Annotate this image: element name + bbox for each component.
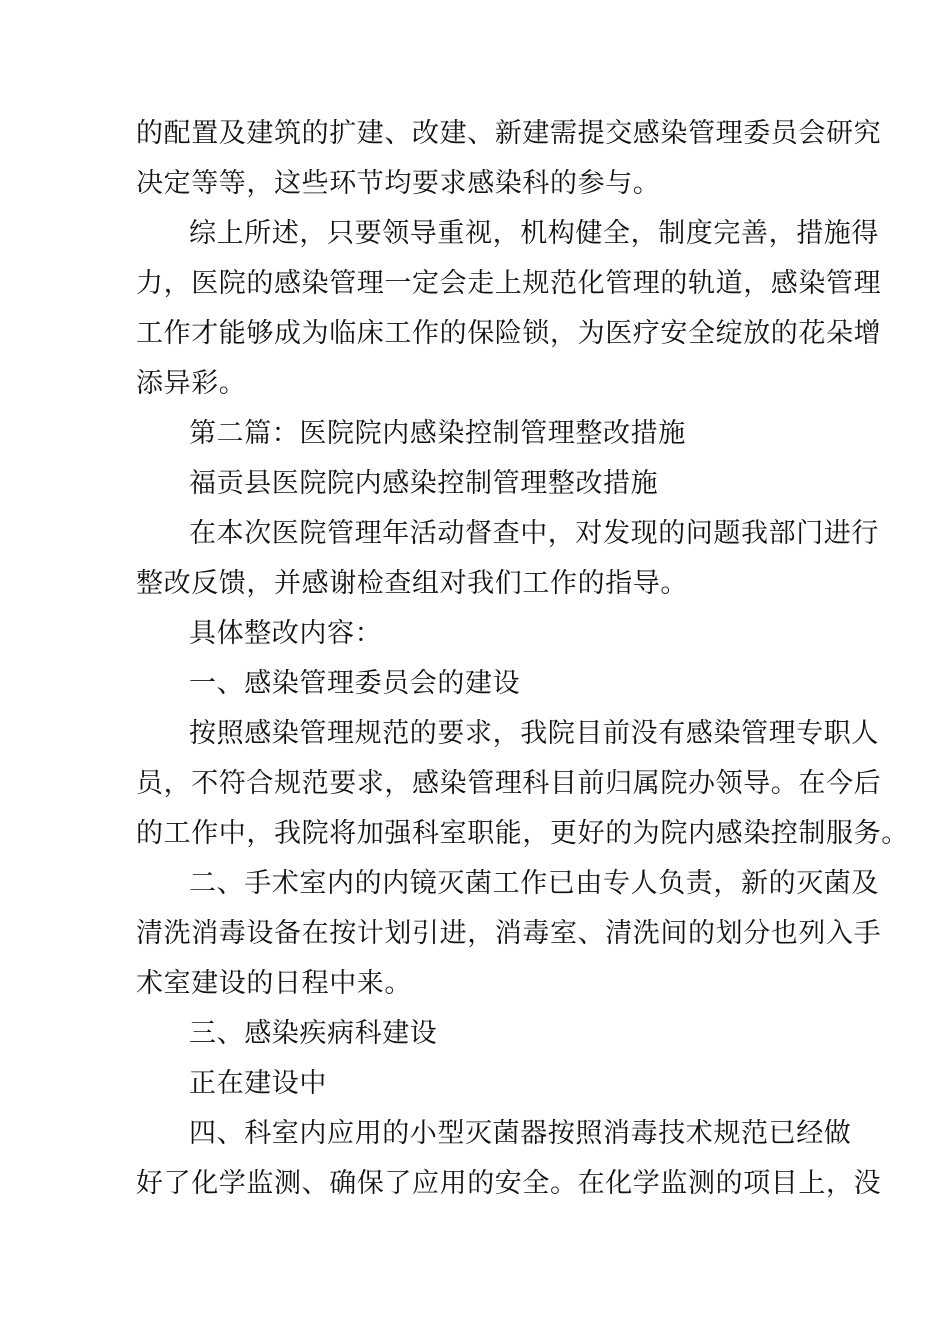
text-line: 在本次医院管理年活动督查中，对发现的问题我部门进行 [189,518,879,549]
text-line: 术室建设的日程中来。 [136,968,412,999]
text-line: 工作才能够成为临床工作的保险锁，为医疗安全绽放的花朵增 [136,318,882,349]
text-line: 综上所述，只要领导重视，机构健全，制度完善，措施得 [189,218,879,249]
list-item: 二、手术室内的内镜灭菌工作已由专人负责，新的灭菌及 [189,868,879,899]
list-heading: 三、感染疾病科建设 [189,1018,438,1049]
text-line: 添异彩。 [136,368,247,399]
list-heading: 一、感染管理委员会的建设 [189,668,521,699]
text-line: 清洗消毒设备在按计划引进，消毒室、清洗间的划分也列入手 [136,918,882,949]
list-item: 四、科室内应用的小型灭菌器按照消毒技术规范已经做 [189,1118,852,1149]
document-title: 福贡县医院院内感染控制管理整改措施 [189,468,659,499]
text-line: 决定等等，这些环节均要求感染科的参与。 [136,168,661,199]
text-line: 力，医院的感染管理一定会走上规范化管理的轨道，感染管理 [136,268,882,299]
section-heading: 第二篇：医院院内感染控制管理整改措施 [189,418,686,449]
text-line: 具体整改内容： [189,618,383,649]
text-line: 好了化学监测、确保了应用的安全。在化学监测的项目上，没 [136,1168,882,1199]
text-line: 整改反馈，并感谢检查组对我们工作的指导。 [136,568,688,599]
text-line: 员，不符合规范要求，感染管理科目前归属院办领导。在今后 [136,768,882,799]
text-line: 按照感染管理规范的要求，我院目前没有感染管理专职人 [189,718,879,749]
text-line: 的工作中，我院将加强科室职能，更好的为院内感染控制服务。 [136,818,909,849]
text-line: 的配置及建筑的扩建、改建、新建需提交感染管理委员会研究 [136,118,882,149]
text-line: 正在建设中 [189,1068,327,1099]
